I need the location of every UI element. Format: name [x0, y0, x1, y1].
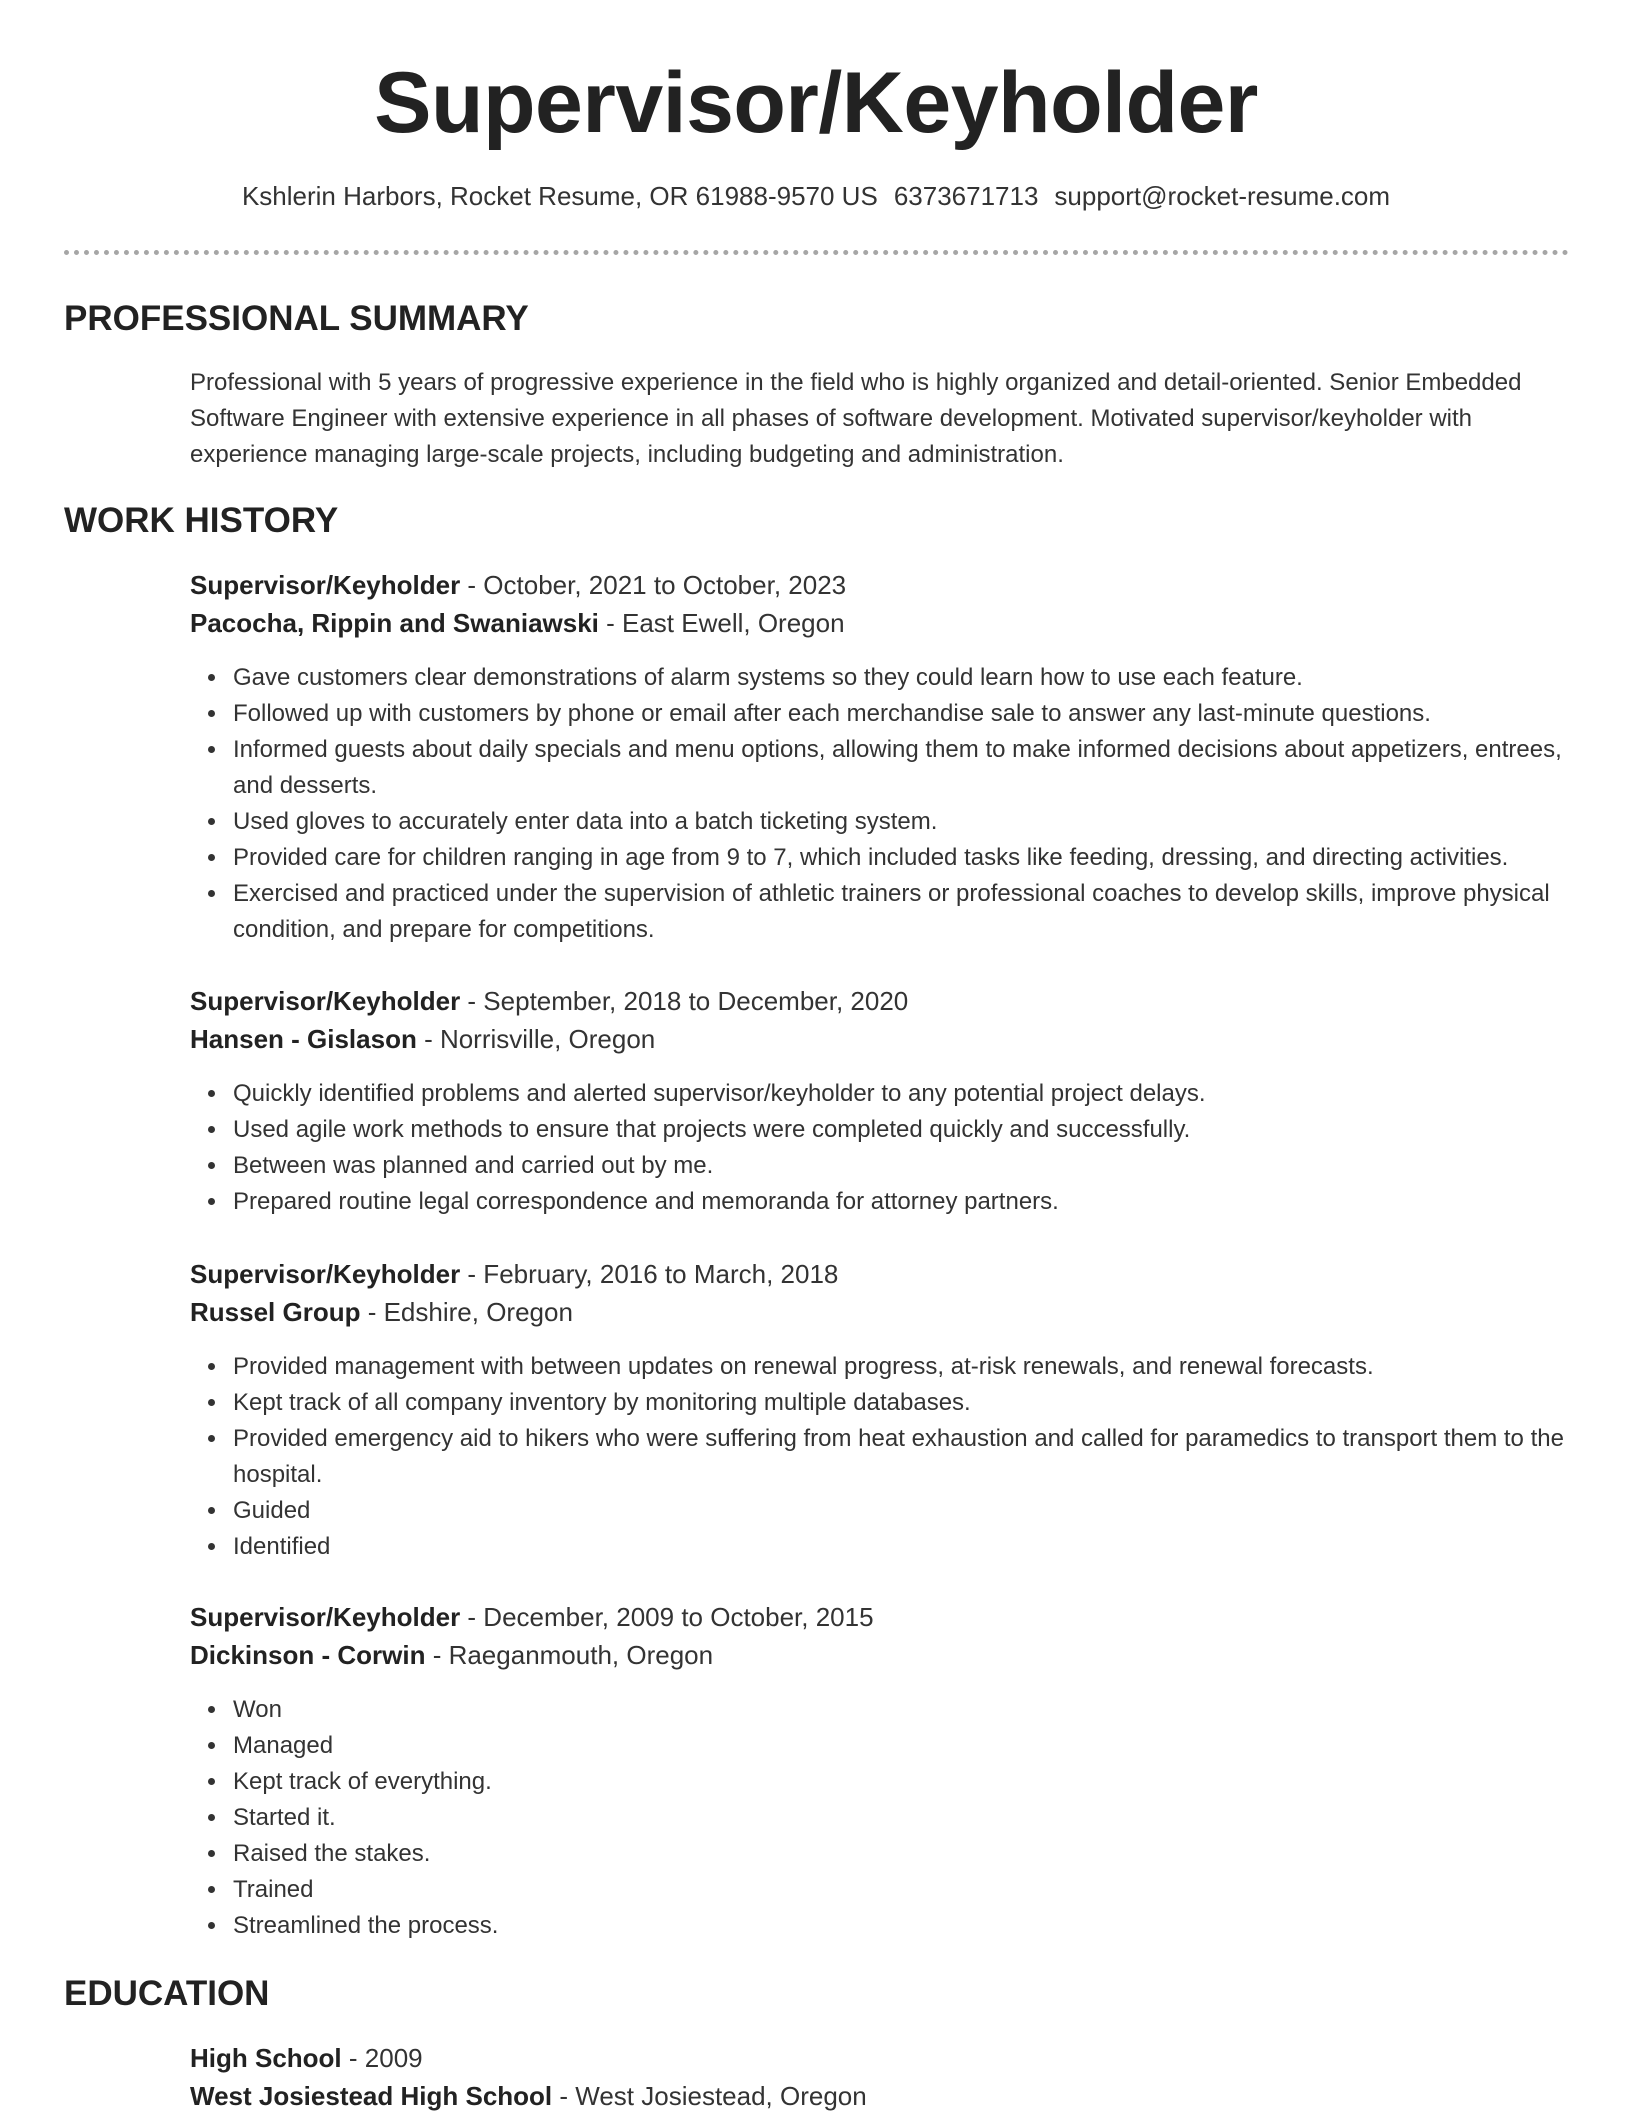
job-title-line — [190, 570, 846, 601]
job-duties-list — [233, 660, 1593, 948]
job-title-line — [190, 1602, 874, 1633]
summary-heading: PROFESSIONAL SUMMARY — [64, 299, 529, 338]
list-item: Streamlined the process. — [233, 1908, 1593, 1944]
job-title: Supervisor/Keyholder — [190, 570, 461, 600]
education-year: - 2009 — [341, 2043, 423, 2073]
list-item: Raised the stakes. — [233, 1836, 1593, 1872]
header-divider — [64, 250, 1569, 255]
list-item: Between was planned and carried out by me. — [233, 1148, 1593, 1184]
job-dates: - September, 2018 to December, 2020 — [460, 986, 909, 1016]
job-duties-list — [233, 1692, 1593, 1944]
job-dates: - October, 2021 to October, 2023 — [460, 570, 847, 600]
list-item: Identified — [233, 1529, 1593, 1565]
job-title: Supervisor/Keyholder — [190, 1602, 461, 1632]
list-item: Followed up with customers by phone or email after each merchandise sale to answer any last-minute questions. — [233, 696, 1593, 732]
candidate-name: Supervisor/Keyholder — [374, 55, 1258, 151]
list-item: Quickly identified problems and alerted supervisor/keyholder to any potential project delays. — [233, 1076, 1593, 1112]
job-duties-list — [233, 1076, 1593, 1220]
job-dates: - February, 2016 to March, 2018 — [460, 1259, 839, 1289]
list-item: Won — [233, 1692, 1593, 1728]
job-company-line — [190, 1024, 655, 1055]
education-degree: High School — [190, 2043, 342, 2073]
list-item: Gave customers clear demonstrations of alarm systems so they could learn how to use each feature. — [233, 660, 1593, 696]
list-item: Guided — [233, 1493, 1593, 1529]
job-company-line — [190, 1297, 573, 1328]
list-item: Kept track of everything. — [233, 1764, 1593, 1800]
job-company: Pacocha, Rippin and Swaniawski — [190, 608, 599, 638]
education-school: West Josiestead High School — [190, 2081, 553, 2111]
list-item: Used agile work methods to ensure that projects were completed quickly and successfully. — [233, 1112, 1593, 1148]
contact-email[interactable]: support@rocket-resume.com — [1054, 181, 1391, 211]
job-title: Supervisor/Keyholder — [190, 1259, 461, 1289]
list-item: Kept track of all company inventory by monitoring multiple databases. — [233, 1385, 1593, 1421]
work-history-heading: WORK HISTORY — [64, 501, 339, 540]
list-item: Trained — [233, 1872, 1593, 1908]
list-item: Used gloves to accurately enter data into a batch ticketing system. — [233, 804, 1593, 840]
list-item: Exercised and practiced under the supervision of athletic trainers or professional coaches to develop skills, improve physical condition, and prepare for competitions. — [233, 876, 1593, 948]
list-item: Informed guests about daily specials and menu options, allowing them to make informed decisions about appetizers, entrees, and desserts. — [233, 732, 1593, 804]
job-company-line — [190, 608, 845, 639]
education-degree-line — [190, 2043, 423, 2074]
job-location: - Norrisville, Oregon — [416, 1024, 656, 1054]
job-title-line — [190, 986, 908, 1017]
job-location: - Edshire, Oregon — [360, 1297, 573, 1327]
list-item: Provided care for children ranging in age from 9 to 7, which included tasks like feeding, dressing, and directing activities. — [233, 840, 1593, 876]
list-item: Provided management with between updates on renewal progress, at-risk renewals, and renewal forecasts. — [233, 1349, 1593, 1385]
education-heading: EDUCATION — [64, 1974, 270, 2013]
list-item: Managed — [233, 1728, 1593, 1764]
job-company: Hansen - Gislason — [190, 1024, 417, 1054]
list-item: Started it. — [233, 1800, 1593, 1836]
education-school-line — [190, 2081, 867, 2112]
summary-text: Professional with 5 years of progressive experience in the field who is highly organized and detail-oriented. Senior Embedded Software Engineer with extensive experience in all phases of software development. Motivated supervisor/keyholder with experience managing large-scale projects, including budgeting and administration. — [190, 369, 1522, 468]
contact-phone: 6373671713 — [893, 181, 1039, 211]
job-location: - East Ewell, Oregon — [598, 608, 845, 638]
job-dates: - December, 2009 to October, 2015 — [460, 1602, 874, 1632]
education-location: - West Josiestead, Oregon — [552, 2081, 867, 2111]
contact-line — [0, 181, 1632, 212]
job-title-line — [190, 1259, 838, 1290]
job-location: - Raeganmouth, Oregon — [425, 1640, 714, 1670]
job-company: Russel Group — [190, 1297, 361, 1327]
job-company: Dickinson - Corwin — [190, 1640, 426, 1670]
contact-address: Kshlerin Harbors, Rocket Resume, OR 61988-9570 US — [241, 181, 878, 211]
job-company-line — [190, 1640, 713, 1671]
list-item: Provided emergency aid to hikers who were suffering from heat exhaustion and called for paramedics to transport them to the hospital. — [233, 1421, 1593, 1493]
list-item: Prepared routine legal correspondence and memoranda for attorney partners. — [233, 1184, 1593, 1220]
job-title: Supervisor/Keyholder — [190, 986, 461, 1016]
job-duties-list — [233, 1349, 1593, 1565]
